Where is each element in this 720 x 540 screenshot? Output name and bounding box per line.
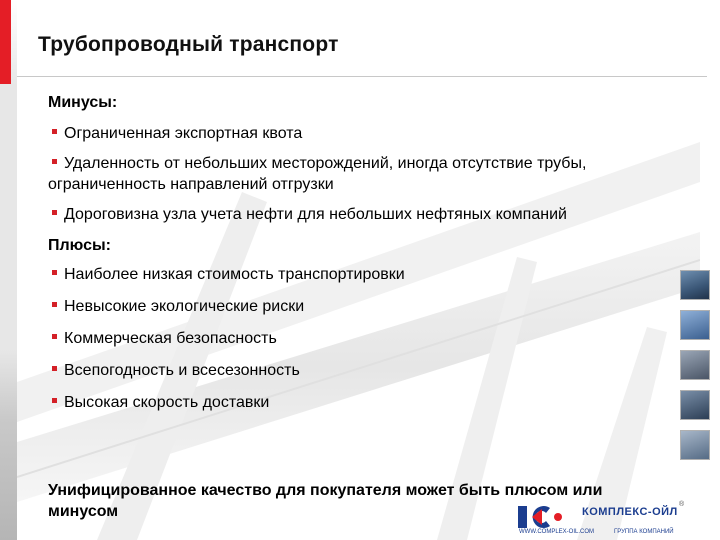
minuses-heading: Минусы:: [48, 94, 118, 111]
bullet-square-icon: [52, 270, 57, 275]
footer-note: Унифицированное качество для покупателя может быть плюсом или минусом: [48, 482, 603, 520]
bullet-square-icon: [52, 129, 57, 134]
logo-company-name: КОМПЛЕКС-ОЙЛ: [582, 506, 678, 518]
logo-website: WWW.COMPLEX-OIL.COM: [519, 529, 594, 535]
tanks-thumbnail-icon: [680, 430, 710, 460]
pluses-heading: Плюсы:: [48, 237, 112, 254]
plus-item: Невысокие экологические риски: [48, 296, 648, 317]
valve-thumbnail-icon: [680, 390, 710, 420]
complex-oil-logo-icon: [518, 504, 578, 532]
plus-item: Наиболее низкая стоимость транспортировки: [48, 264, 648, 285]
minus-item: Ограниченная экспортная квота: [48, 123, 648, 144]
plus-item: Коммерческая безопасность: [48, 328, 648, 349]
logo-group-label: ГРУППА КОМПАНИЙ: [614, 529, 674, 535]
company-logo: [518, 500, 718, 540]
bullet-square-icon: [52, 366, 57, 371]
slide-content: [48, 92, 648, 413]
thumbnail-strip: [680, 270, 710, 470]
plus-item: Высокая скорость доставки: [48, 392, 648, 413]
title-divider: [17, 76, 707, 77]
bullet-square-icon: [52, 398, 57, 403]
bullet-square-icon: [52, 210, 57, 215]
oil-rig-thumbnail-icon: [680, 270, 710, 300]
minus-item: Удаленность от небольших месторождений, иногда отсутствие трубы, ограниченность направлений отгрузки: [48, 155, 587, 193]
refinery-thumbnail-icon: [680, 350, 710, 380]
bullet-square-icon: [52, 302, 57, 307]
registered-mark: ®: [679, 501, 685, 508]
minus-item: Дороговизна узла учета нефти для небольших нефтяных компаний: [48, 204, 648, 225]
bullet-square-icon: [52, 159, 57, 164]
bullet-square-icon: [52, 334, 57, 339]
slide-title: Трубопроводный транспорт: [38, 33, 339, 56]
plus-item: Всепогодность и всесезонность: [48, 360, 648, 381]
power-line-thumbnail-icon: [680, 310, 710, 340]
red-accent-stripe: [0, 0, 11, 84]
